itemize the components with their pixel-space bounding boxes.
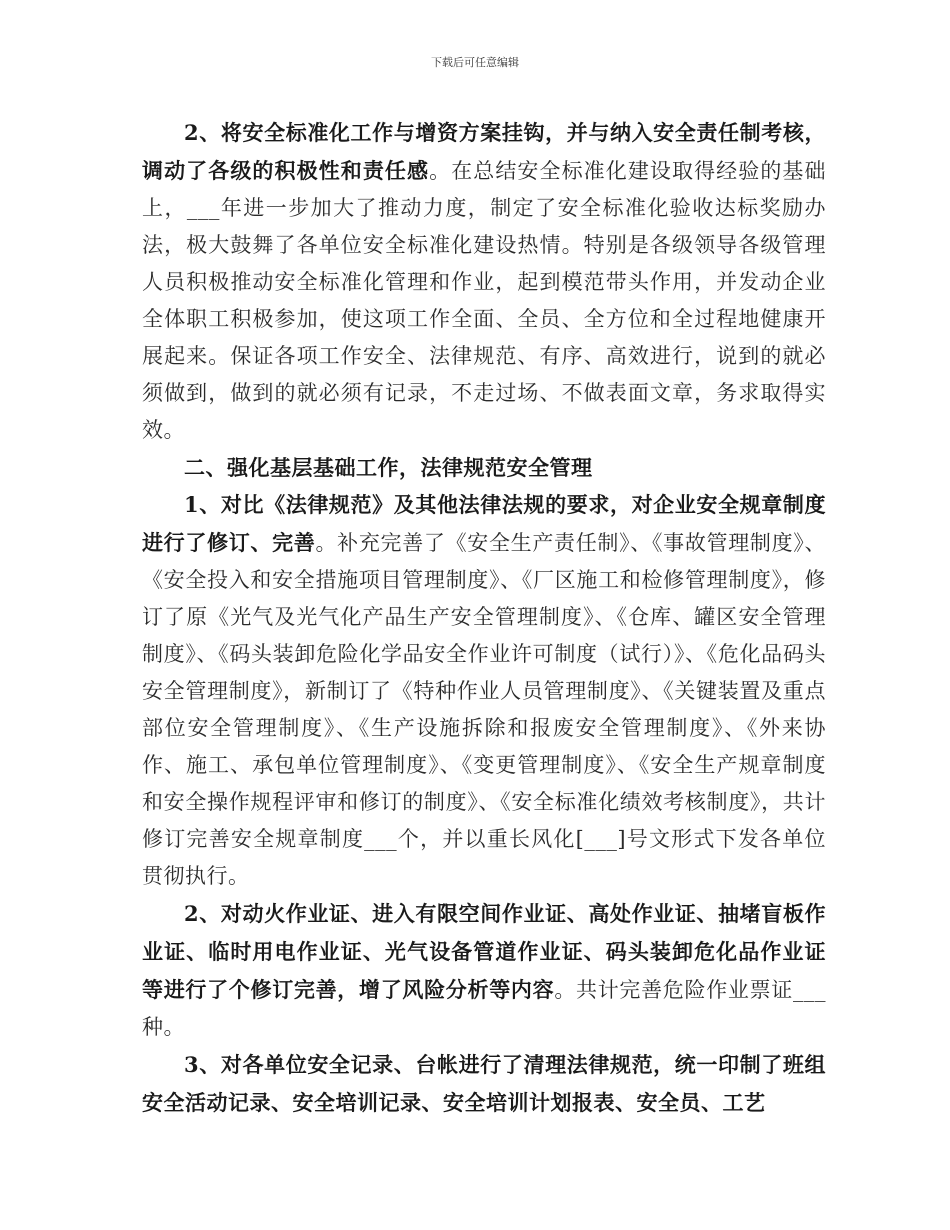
paragraph-lead: 2、将安全标准化工作与增资方案挂钩，并与纳入安全责任制考核，调动了各级的积极性和责任感 xyxy=(142,120,826,183)
paragraph-body: 。共计完善危险作业票证___种。 xyxy=(142,978,827,1039)
paragraph-standardization-incentive xyxy=(142,114,826,449)
page-header: 下载后可任意编辑 xyxy=(431,56,519,69)
paragraph-lead: 2、对动火作业证、进入有限空间作业证、高处作业证、抽堵盲板作业证、临时用电作业证、光气设备管道作业证、码头装卸危化品作业证等进行了个修订完善，增了风险分析等内容 xyxy=(142,901,826,1002)
section-heading: 二、强化基层基础工作，法律规范安全管理 xyxy=(184,455,593,480)
paragraph-safety-records xyxy=(142,1046,826,1122)
paragraph-lead: 3、对各单位安全记录、台帐进行了清理法律规范，统一印制了班组安全活动记录、安全培训记录、安全培训计划报表、安全员、工艺 xyxy=(142,1052,826,1115)
paragraph-body: 。在总结安全标准化建设取得经验的基础上，___年进一步加大了推动力度，制定了安全标准化验收达标奖励办法，极大鼓舞了各单位安全标准化建设热情。特别是各级领导各级管理人员积极推动安全标准化管理和作业，起到模范带头作用，并发动企业全体职工积极参加，使这项工作全面、全员、全方位和全过程地健康开展起来。保证各项工作安全、法律规范、有序、高效进行，说到的就必须做到，做到的就必须有记录，不走过场、不做表面文章，务求取得实效。 xyxy=(142,159,827,442)
paragraph-work-permits xyxy=(142,895,826,1046)
paragraph-lead: 1、对比《法律规范》及其他法律法规的要求，对企业安全规章制度进行了修订、完善 xyxy=(142,492,826,555)
paragraph-body: 。补充完善了《安全生产责任制》、《事故管理制度》、《安全投入和安全措施项目管理制度》、《厂区施工和检修管理制度》，修订了原《光气及光气化产品生产安全管理制度》、《仓库、罐区安全管理制度》、《码头装卸危险化学品安全作业许可制度（试行）》、《危化品码头安全管理制度》，新制订了《特种作业人员管理制度》、《关键装置及重点部位安全管理制度》、《生产设施拆除和报废安全管理制度》、《外来协作、施工、承包单位管理制度》、《变更管理制度》、《安全生产规章制度和安全操作规程评审和修订的制度》、《安全标准化绩效考核制度》，共计修订完善安全规章制度___个，并以重长风化[___]号文形式下发各单位贯彻执行。 xyxy=(142,531,826,888)
document-body xyxy=(142,114,826,1122)
paragraph-rules-revision xyxy=(142,486,826,895)
